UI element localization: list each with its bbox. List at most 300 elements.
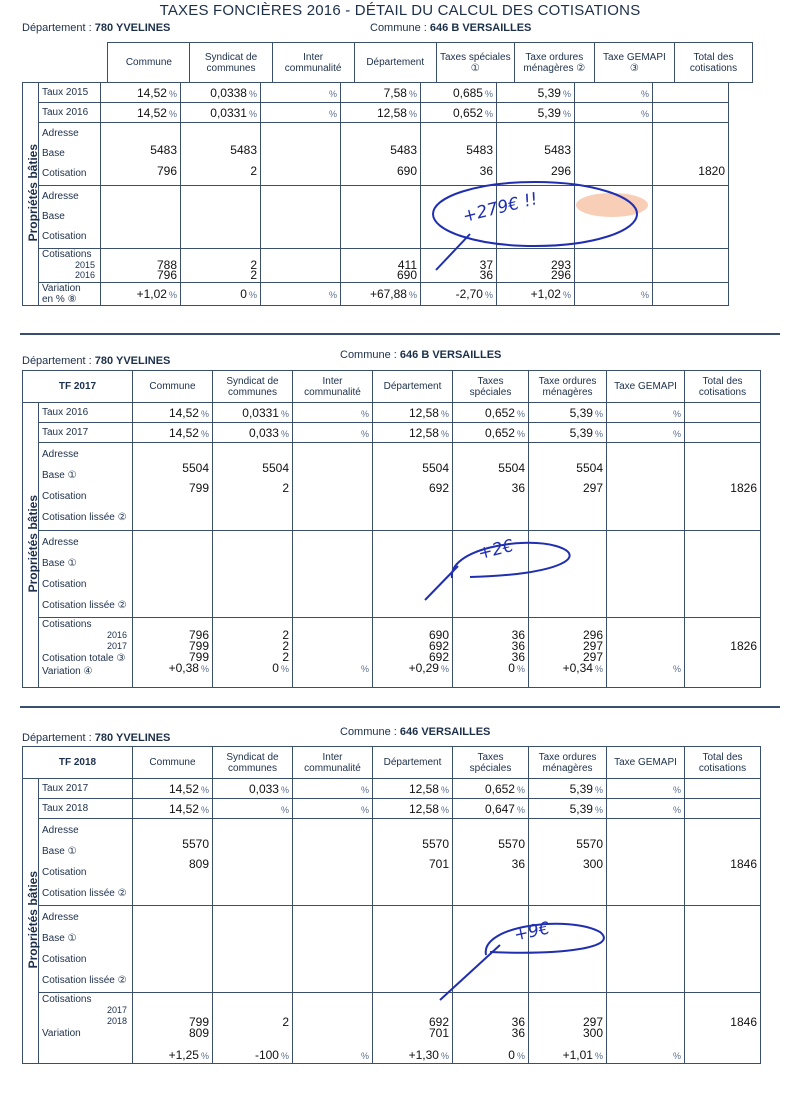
value-text: 1846	[730, 857, 757, 871]
value-text: +0,29	[408, 661, 439, 675]
value-text: 0	[508, 661, 515, 675]
page-title: TAXES FONCIÈRES 2016 - DÉTAIL DU CALCUL DES COTISATIONS	[159, 2, 641, 19]
value-cell	[653, 249, 729, 283]
row-label-text: Taux 2016	[42, 107, 89, 118]
percent-sign: %	[516, 784, 525, 795]
value-line	[424, 124, 493, 136]
value-line	[532, 663, 603, 675]
value-text: 0	[240, 287, 247, 301]
value-line	[136, 482, 209, 494]
value-line	[344, 144, 417, 156]
col-header: Inter communalité	[272, 43, 354, 83]
value-cell	[653, 103, 729, 123]
value-cell	[653, 283, 729, 306]
value-line	[532, 1028, 603, 1039]
percent-sign: %	[640, 88, 649, 99]
value-cell	[575, 103, 653, 123]
percent-sign: %	[200, 408, 209, 419]
value-cell	[373, 906, 453, 993]
value-text: 36	[511, 650, 525, 664]
value-line	[136, 838, 209, 850]
value-line	[216, 641, 289, 652]
value-line	[610, 1050, 681, 1062]
section-divider	[20, 333, 780, 335]
value-cell	[373, 443, 453, 531]
value-cell	[453, 423, 529, 443]
value-text: 297	[582, 481, 603, 495]
col-header: Syndicat de communes	[190, 43, 272, 83]
value-line	[296, 1050, 369, 1062]
value-cell	[373, 779, 453, 799]
value-cell	[685, 443, 761, 531]
value-text: +0,38	[168, 661, 199, 675]
value-text: 692	[428, 481, 449, 495]
value-cell	[341, 103, 421, 123]
value-text: 0,685	[452, 85, 483, 100]
value-text: 12,58	[408, 425, 439, 440]
percent-sign: %	[200, 784, 209, 795]
value-line	[216, 663, 289, 675]
percent-sign: %	[328, 290, 337, 300]
value-line	[136, 444, 209, 456]
percent-sign: %	[672, 428, 681, 439]
value-line	[424, 165, 493, 177]
value-text: 12,58	[376, 105, 407, 120]
row-label-text: Taux 2016	[42, 407, 89, 418]
value-line	[136, 858, 209, 870]
percent-sign: %	[440, 428, 449, 439]
table-row	[23, 83, 729, 103]
value-text: 5,39	[537, 85, 561, 100]
value-text: 0,652	[484, 781, 515, 796]
table-row	[23, 993, 761, 1064]
percent-sign: %	[168, 290, 177, 300]
value-line	[656, 270, 725, 280]
percent-sign: %	[200, 804, 209, 815]
value-text: 796	[156, 164, 177, 178]
value-line	[532, 444, 603, 456]
value-text: 297	[582, 650, 603, 664]
value-cell	[529, 618, 607, 688]
value-line	[610, 444, 681, 456]
value-cell	[373, 618, 453, 688]
value-line	[216, 444, 289, 456]
col-header: Inter communalité	[293, 747, 373, 779]
percent-sign: %	[672, 664, 681, 674]
value-line	[344, 270, 417, 280]
value-text: 701	[428, 857, 449, 871]
value-cell	[497, 249, 575, 283]
value-line	[136, 1050, 209, 1062]
value-line	[456, 1028, 525, 1039]
row-label-line: Base ①	[42, 846, 77, 857]
value-line	[688, 462, 757, 474]
table-row	[23, 819, 761, 906]
col-header: Taxe ordures ménagères	[529, 747, 607, 779]
value-text: 5570	[422, 837, 449, 851]
value-text: 2	[282, 628, 289, 642]
row-label-line: Cotisation	[42, 168, 87, 179]
value-line	[136, 820, 209, 832]
value-line	[104, 270, 177, 280]
value-line	[296, 652, 369, 663]
value-text: 14,52	[168, 425, 199, 440]
value-text: 5570	[498, 837, 525, 851]
row-label-line: 2017	[106, 1005, 127, 1015]
value-line	[610, 1039, 681, 1050]
value-cell	[213, 799, 293, 819]
row-label-text: Taux 2015	[42, 87, 89, 98]
value-line	[344, 165, 417, 177]
value-cell	[101, 83, 181, 103]
value-cell	[101, 123, 181, 186]
row-label	[39, 403, 133, 423]
value-line	[376, 1050, 449, 1062]
value-text: 5483	[230, 143, 257, 157]
col-header: Taxe GEMAPI ③	[594, 43, 674, 83]
percent-sign: %	[280, 664, 289, 674]
value-text: 2	[250, 258, 257, 272]
percent-sign: %	[484, 88, 493, 99]
row-label	[39, 249, 101, 283]
value-cell	[453, 618, 529, 688]
percent-sign: %	[328, 108, 337, 119]
value-text: 1820	[698, 164, 725, 178]
value-cell	[261, 103, 341, 123]
value-cell	[133, 819, 213, 906]
value-cell	[261, 186, 341, 249]
value-line	[216, 858, 289, 870]
value-text: +1,02	[136, 287, 167, 301]
row-label-text: Variation en % ⑧	[42, 283, 81, 305]
value-line	[532, 858, 603, 870]
percent-sign: %	[408, 88, 417, 99]
value-line	[688, 858, 757, 870]
value-cell	[341, 283, 421, 306]
row-label-line: Cotisation	[42, 231, 87, 242]
row-label-line: Cotisation	[42, 491, 87, 502]
value-text: 690	[396, 164, 417, 178]
value-cell	[261, 249, 341, 283]
percent-sign: %	[248, 290, 257, 300]
department-header-2018: Département : 780 YVELINES	[22, 732, 171, 744]
value-cell	[453, 403, 529, 423]
value-line	[688, 820, 757, 832]
commune-header-2018: Commune : 646 VERSAILLES	[340, 726, 491, 738]
value-text: 37	[479, 258, 493, 272]
value-text: 0,647	[484, 801, 515, 816]
percent-sign: %	[594, 408, 603, 419]
value-line	[610, 820, 681, 832]
value-line	[688, 1017, 757, 1028]
value-cell	[529, 423, 607, 443]
value-line	[578, 144, 649, 156]
percent-sign: %	[594, 784, 603, 795]
value-cell	[653, 186, 729, 249]
col-header: Commune	[108, 43, 190, 83]
value-cell	[607, 443, 685, 531]
value-text: +0,34	[562, 661, 593, 675]
value-line	[688, 619, 757, 630]
value-line	[376, 663, 449, 675]
value-cell	[133, 779, 213, 799]
percent-sign: %	[200, 1051, 209, 1061]
value-line	[688, 838, 757, 850]
value-cell	[213, 819, 293, 906]
row-label-line: 2017	[106, 641, 127, 651]
col-header: Taxe GEMAPI	[607, 371, 685, 403]
value-text: +1,25	[168, 1048, 199, 1062]
value-line	[456, 994, 525, 1005]
percent-sign: %	[562, 108, 571, 119]
value-text: 799	[188, 1015, 209, 1029]
value-cell	[293, 618, 373, 688]
value-cell	[529, 403, 607, 423]
col-header: Taxes spéciales	[453, 371, 529, 403]
value-line	[104, 165, 177, 177]
value-text: 5570	[182, 837, 209, 851]
value-cell	[575, 83, 653, 103]
value-line	[610, 630, 681, 641]
value-text: 293	[550, 258, 571, 272]
percent-sign: %	[440, 784, 449, 795]
col-header: Total des cotisations	[674, 43, 752, 83]
value-line	[296, 1039, 369, 1050]
value-text: 36	[511, 628, 525, 642]
value-cell	[453, 819, 529, 906]
value-cell	[133, 906, 213, 993]
value-text: 2	[282, 1015, 289, 1029]
col-header: Taxe GEMAPI	[607, 747, 685, 779]
department-header-2017: Département : 780 YVELINES	[22, 355, 171, 367]
value-line	[456, 663, 525, 675]
value-cell	[607, 993, 685, 1064]
value-cell	[497, 123, 575, 186]
value-text: 690	[396, 268, 417, 282]
value-cell	[133, 423, 213, 443]
row-label	[39, 531, 133, 618]
value-line	[216, 619, 289, 630]
value-cell	[685, 819, 761, 906]
value-line	[532, 838, 603, 850]
row-label-line: 2016	[106, 630, 127, 640]
commune-header-2017: Commune : 646 B VERSAILLES	[340, 349, 502, 361]
value-line	[136, 994, 209, 1005]
value-line	[296, 1017, 369, 1028]
table-row	[23, 103, 729, 123]
side-label: Propriétés bâties	[26, 494, 40, 593]
value-line	[578, 270, 649, 280]
value-text: 411	[397, 258, 417, 272]
value-cell	[685, 618, 761, 688]
value-cell	[133, 618, 213, 688]
value-cell	[101, 103, 181, 123]
value-text: 297	[582, 639, 603, 653]
value-line	[532, 482, 603, 494]
value-line	[610, 652, 681, 663]
value-text: +1,30	[408, 1048, 439, 1062]
value-text: 12,58	[408, 405, 439, 420]
value-line	[610, 838, 681, 850]
value-cell	[497, 103, 575, 123]
value-text: 0,652	[484, 405, 515, 420]
percent-sign: %	[484, 290, 493, 300]
value-line	[376, 838, 449, 850]
value-line	[610, 994, 681, 1005]
percent-sign: %	[562, 88, 571, 99]
row-label-text: Taux 2017	[42, 783, 89, 794]
value-line	[532, 462, 603, 474]
value-text: 0	[272, 661, 279, 675]
value-line	[264, 260, 337, 270]
value-cell	[181, 103, 261, 123]
value-cell	[293, 531, 373, 618]
value-cell	[133, 443, 213, 531]
value-cell	[607, 906, 685, 993]
value-text: 2	[250, 164, 257, 178]
value-line	[688, 1039, 757, 1050]
value-text: 5570	[576, 837, 603, 851]
value-text: 5483	[390, 143, 417, 157]
value-text: 692	[428, 639, 449, 653]
note-2017: +2€	[476, 535, 516, 565]
table-tf2017	[22, 370, 761, 688]
value-line	[376, 444, 449, 456]
row-label	[39, 993, 133, 1064]
percent-sign: %	[280, 784, 289, 795]
percent-sign: %	[640, 108, 649, 119]
value-line	[296, 630, 369, 641]
value-cell	[575, 186, 653, 249]
value-line	[184, 260, 257, 270]
value-cell	[607, 779, 685, 799]
value-line	[216, 1050, 289, 1062]
value-line	[216, 482, 289, 494]
side-label-cell	[23, 403, 39, 688]
value-cell	[261, 83, 341, 103]
value-text: 788	[156, 258, 177, 272]
percent-sign: %	[562, 290, 571, 300]
value-cell	[181, 249, 261, 283]
value-text: 36	[511, 857, 525, 871]
value-cell	[421, 283, 497, 306]
percent-sign: %	[672, 408, 681, 419]
value-text: +1,01	[562, 1048, 593, 1062]
percent-sign: %	[516, 408, 525, 419]
value-text: 5,39	[569, 405, 593, 420]
value-line	[424, 144, 493, 156]
section-divider	[20, 706, 780, 708]
value-cell	[421, 123, 497, 186]
value-cell	[293, 799, 373, 819]
value-cell	[293, 443, 373, 531]
value-cell	[607, 403, 685, 423]
table-row	[23, 186, 729, 249]
value-cell	[653, 123, 729, 186]
value-cell	[575, 249, 653, 283]
value-text: 297	[582, 1015, 603, 1029]
table-row	[23, 283, 729, 306]
value-cell	[293, 993, 373, 1064]
value-cell	[685, 993, 761, 1064]
value-line	[216, 462, 289, 474]
value-text: 36	[511, 1026, 525, 1040]
value-text: 1846	[730, 1015, 757, 1029]
row-label-line: 2016	[74, 270, 95, 280]
value-cell	[373, 403, 453, 423]
value-line	[216, 820, 289, 832]
table-row	[23, 799, 761, 819]
value-line	[610, 858, 681, 870]
percent-sign: %	[594, 1051, 603, 1061]
value-cell	[293, 403, 373, 423]
value-line	[376, 858, 449, 870]
value-cell	[607, 819, 685, 906]
row-label	[39, 906, 133, 993]
value-cell	[529, 531, 607, 618]
value-cell	[341, 123, 421, 186]
value-line	[216, 838, 289, 850]
value-text: 2	[282, 639, 289, 653]
value-line	[264, 144, 337, 156]
value-text: 5504	[262, 461, 289, 475]
value-text: 296	[550, 164, 571, 178]
percent-sign: %	[248, 108, 257, 119]
value-cell	[575, 283, 653, 306]
value-text: 36	[479, 164, 493, 178]
value-text: 0	[508, 1048, 515, 1062]
value-text: 5504	[182, 461, 209, 475]
value-line	[456, 462, 525, 474]
value-cell	[341, 249, 421, 283]
value-cell	[529, 993, 607, 1064]
value-line	[578, 124, 649, 136]
col-header: Département	[373, 371, 453, 403]
value-line	[296, 994, 369, 1005]
value-line	[296, 1028, 369, 1039]
value-text: 1826	[730, 639, 757, 653]
value-cell	[575, 123, 653, 186]
value-line	[136, 663, 209, 675]
row-label	[39, 423, 133, 443]
row-label-line: Cotisation lissée ②	[42, 600, 127, 611]
table-row	[23, 249, 729, 283]
value-line	[344, 124, 417, 136]
value-text: -2,70	[455, 287, 483, 301]
value-text: 2	[250, 268, 257, 282]
value-cell	[373, 799, 453, 819]
value-cell	[421, 103, 497, 123]
value-text: 5,39	[569, 425, 593, 440]
value-line	[500, 165, 571, 177]
percent-sign: %	[328, 88, 337, 99]
row-label	[39, 283, 101, 306]
value-line	[264, 250, 337, 260]
value-cell	[181, 186, 261, 249]
note-2016: +279€ !!	[460, 189, 540, 227]
table-tf2016	[36, 42, 753, 83]
percent-sign: %	[280, 804, 289, 815]
value-line	[610, 462, 681, 474]
row-label-line: Base ①	[42, 470, 77, 481]
value-text: 701	[428, 1026, 449, 1040]
value-text: 0,033	[248, 781, 279, 796]
value-text: -100	[254, 1048, 279, 1062]
percent-sign: %	[516, 804, 525, 815]
row-label-line: Base ①	[42, 558, 77, 569]
row-label-line: Cotisation	[42, 867, 87, 878]
value-text: 300	[582, 1026, 603, 1040]
